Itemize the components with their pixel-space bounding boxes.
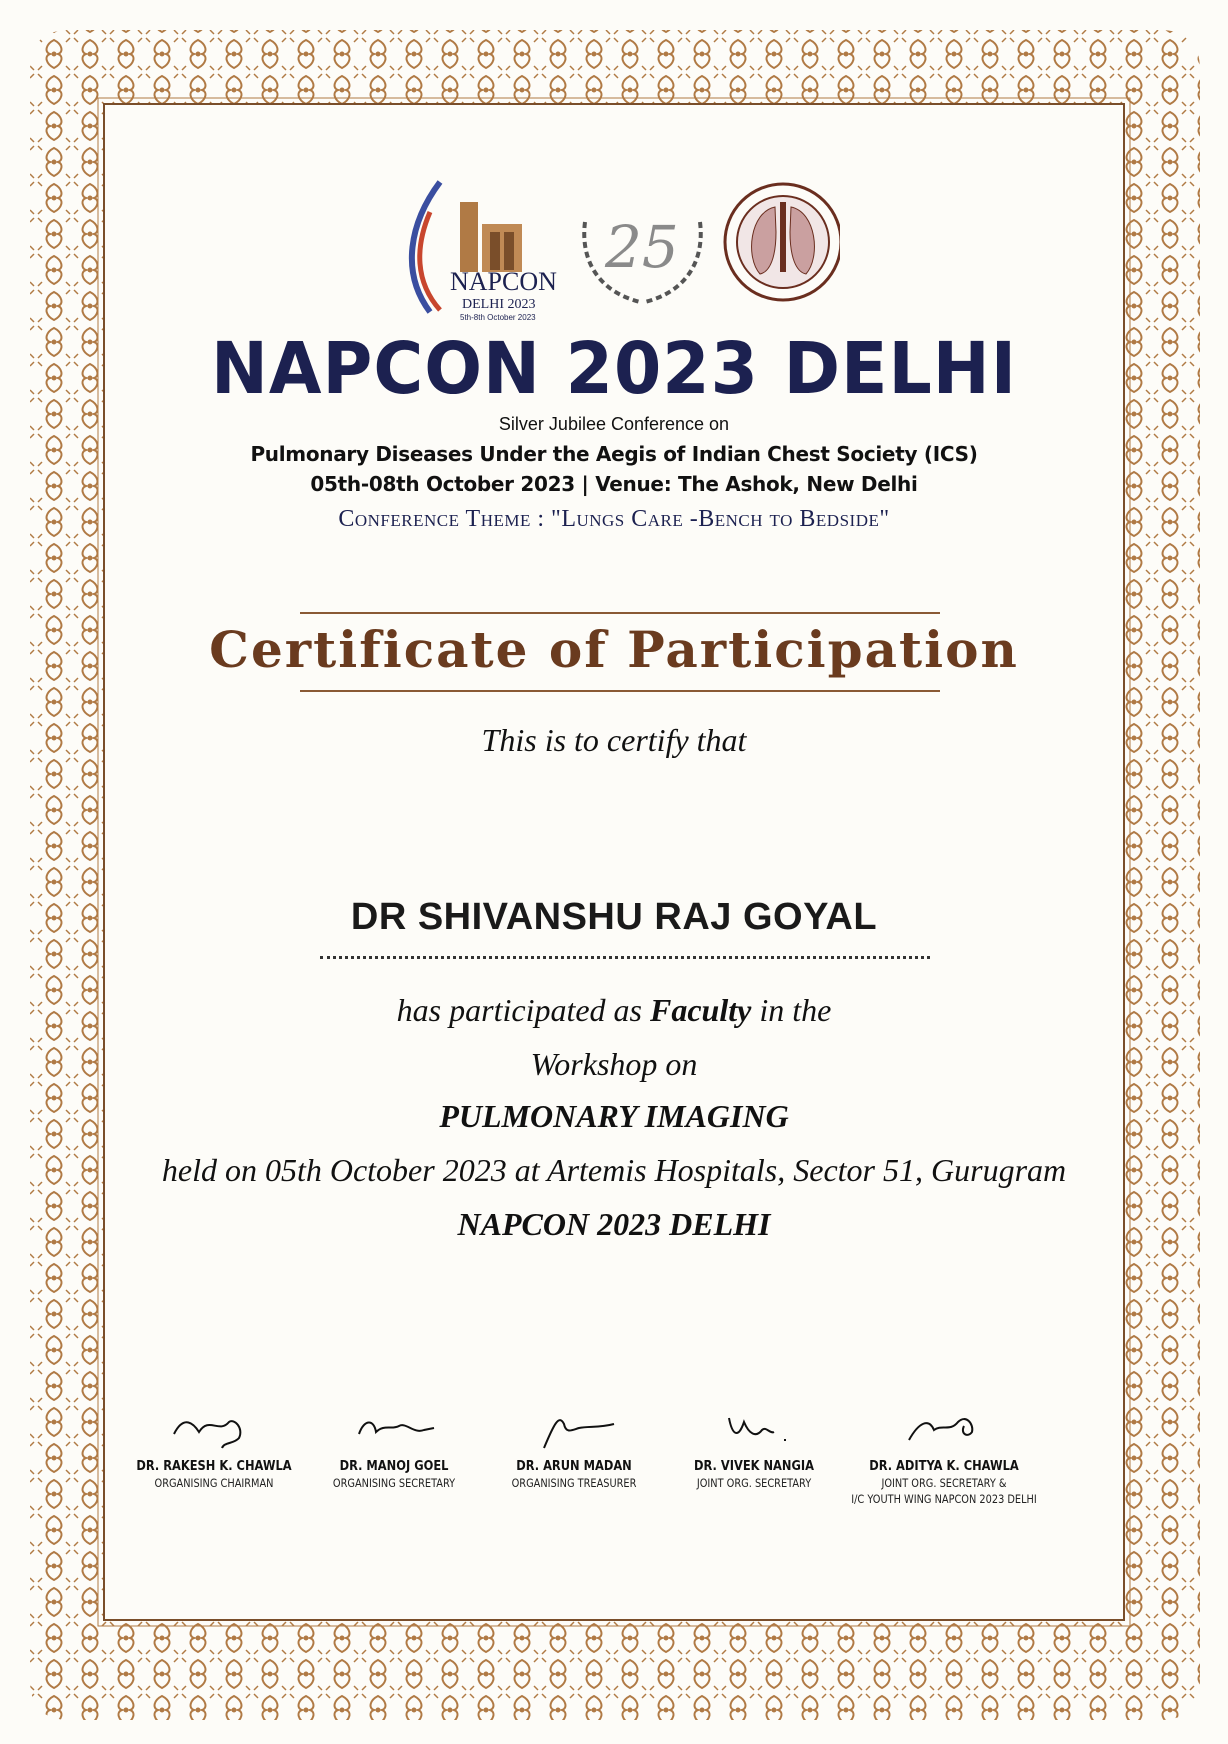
subtitle-line-2: Pulmonary Diseases Under the Aegis of Indian Chest Society (ICS) [250, 442, 978, 466]
logos-graphic [400, 162, 840, 322]
napcon-logo [412, 182, 557, 322]
title-rule-bottom [300, 690, 940, 692]
main-title: NAPCON 2023 DELHI [210, 328, 1018, 411]
ics-logo [725, 184, 840, 300]
svg-text:DELHI 2023: DELHI 2023 [462, 297, 536, 312]
event-name: NAPCON 2023 DELHI [457, 1206, 771, 1242]
signatory-name: DR. RAKESH K. CHAWLA [136, 1459, 292, 1474]
workshop-title: PULMONARY IMAGING [439, 1098, 789, 1134]
held-on-line: held on 05th October 2023 at Artemis Hospitals, Sector 51, Gurugram [161, 1152, 1067, 1188]
participation-role: Faculty [650, 992, 752, 1028]
svg-text:25: 25 [605, 213, 679, 281]
signatory-role-2: I/C YOUTH WING NAPCON 2023 DELHI [851, 1492, 1037, 1507]
recipient-name: DR SHIVANSHU RAJ GOYAL [350, 896, 878, 938]
signatory-role: ORGANISING CHAIRMAN [154, 1476, 274, 1490]
participation-line [110, 992, 1118, 1029]
signatory-role: ORGANISING SECRETARY [332, 1476, 456, 1490]
svg-text:5th-8th October 2023: 5th-8th October 2023 [460, 313, 536, 322]
signatory-5 [824, 1404, 1064, 1507]
signature-3 [524, 1404, 624, 1450]
certificate-title: Certificate of Participation [209, 620, 1019, 679]
svg-text:NAPCON: NAPCON [450, 267, 557, 296]
signature-2 [344, 1404, 444, 1450]
logo-row [400, 162, 840, 322]
signature-1 [164, 1404, 264, 1450]
signatory-role: JOINT ORG. SECRETARY [696, 1476, 812, 1490]
signature-5 [894, 1404, 994, 1450]
silver-jubilee-logo [584, 213, 701, 302]
subtitle-line-3: 05th-08th October 2023 | Venue: The Ashok, New Delhi [310, 472, 918, 496]
certify-text: This is to certify that [481, 722, 747, 758]
name-dotted-line [320, 956, 930, 959]
certificate-body [110, 112, 1118, 1614]
signatory-role: JOINT ORG. SECRETARY & [881, 1476, 1007, 1490]
workshop-on: Workshop on [530, 1046, 698, 1082]
title-rule-top [300, 612, 940, 614]
signatory-name: DR. ARUN MADAN [516, 1459, 632, 1474]
participation-suffix: in the [759, 992, 832, 1028]
subtitle-line-1: Silver Jubilee Conference on [498, 414, 730, 434]
signatory-name: DR. MANOJ GOEL [339, 1459, 449, 1474]
signature-4 [704, 1404, 804, 1450]
conference-theme: Conference Theme : "Lungs Care -Bench to Bedside" [338, 506, 890, 532]
signatory-name: DR. VIVEK NANGIA [694, 1459, 814, 1474]
participation-prefix: has participated as [396, 992, 642, 1028]
signatory-role: ORGANISING TREASURER [511, 1476, 637, 1490]
signatory-name: DR. ADITYA K. CHAWLA [869, 1459, 1019, 1474]
